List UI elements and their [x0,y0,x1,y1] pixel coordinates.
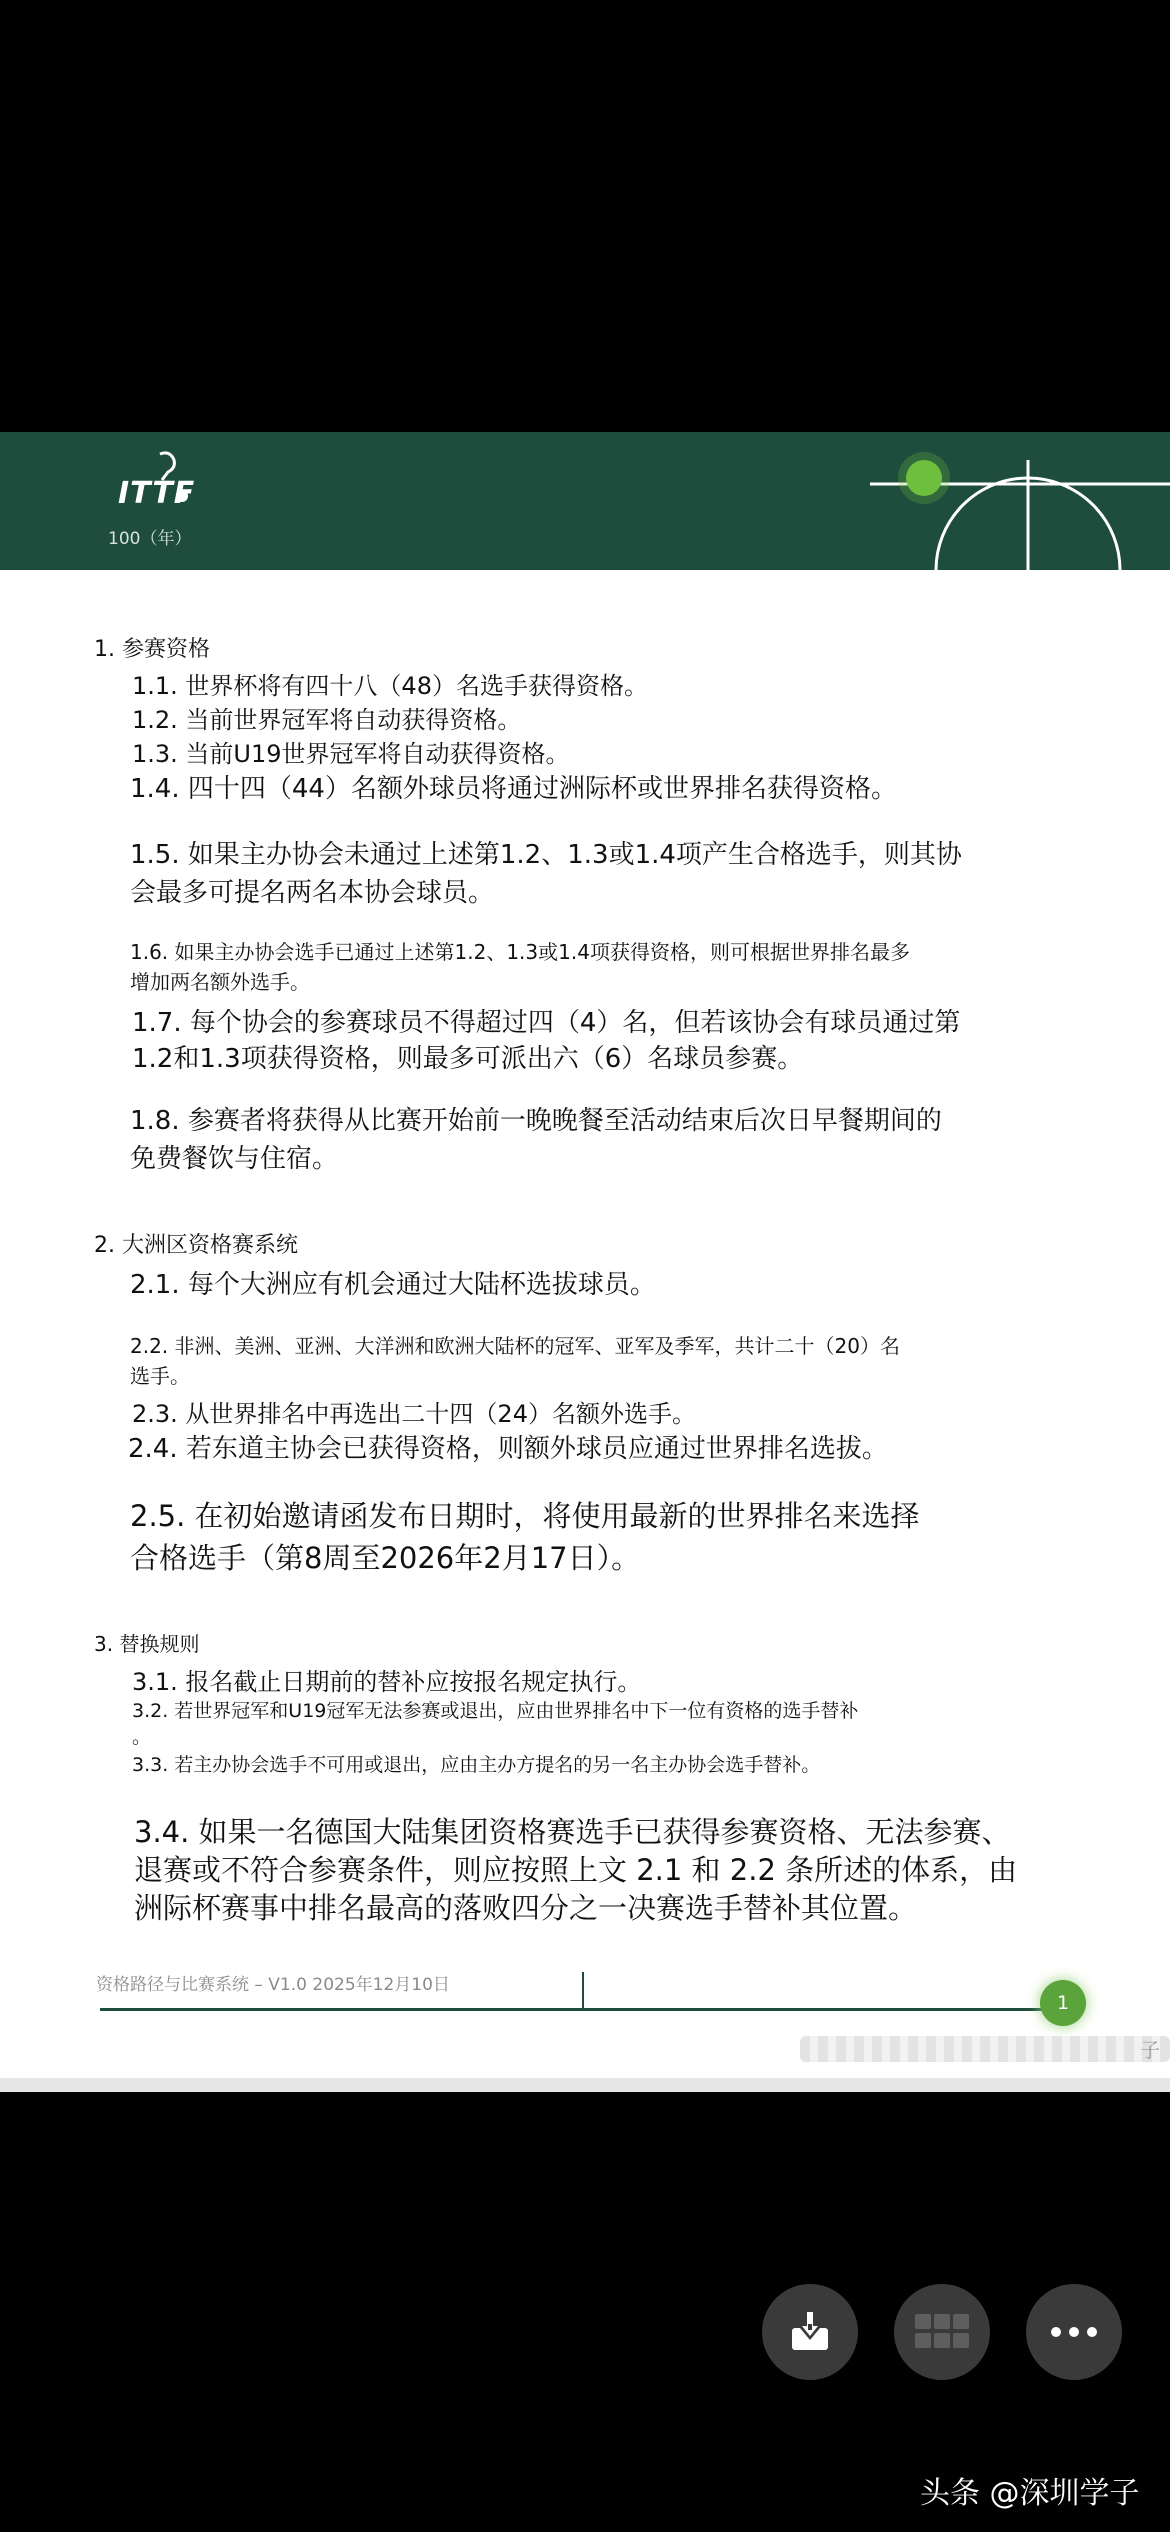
watermark-fragment: 子 [1140,2038,1160,2062]
page-bottom-edge [0,2078,1170,2092]
clause-3-2: 3.2. 若世界冠军和U19冠军无法参赛或退出，应由世界排名中下一位有资格的选手替补 [132,1700,859,1722]
clause-3-4-cont: 洲际杯赛事中排名最高的落败四分之一决赛选手替补其位置。 [134,1891,918,1925]
table-tennis-court-graphic [870,432,1170,570]
section-heading: 2. 大洲区资格赛系统 [94,1233,298,1258]
grid-view-button[interactable] [894,2284,990,2380]
document-body [0,570,1170,1925]
clause-1-5: 1.5. 如果主办协会未通过上述第1.2、1.3或1.4项产生合格选手，则其协 [130,840,962,870]
ittf-logo [100,446,210,556]
clause-2-2-cont: 选手。 [130,1364,190,1388]
clause-3-4-cont: 退赛或不符合参赛条件，则应按照上文 2.1 和 2.2 条所述的体系，由 [134,1853,1018,1887]
clause-2-1: 2.1. 每个大洲应有机会通过大陆杯选拔球员。 [130,1270,656,1300]
section-heading: 1. 参赛资格 [94,637,210,662]
clause-3-3: 3.3. 若主办协会选手不可用或退出，应由主办方提名的另一名主办协会选手替补。 [132,1754,821,1776]
clause-1-8: 1.8. 参赛者将获得从比赛开始前一晚晚餐至活动结束后次日早餐期间的 [130,1106,942,1136]
footer-rule [100,2008,1060,2011]
logo-text: ITTF [118,476,196,511]
more-icon [1050,2326,1098,2338]
footer-divider [582,1972,584,2008]
download-icon [788,2310,832,2354]
grid-icon [915,2314,969,2350]
clause-2-4: 2.4. 若东道主协会已获得资格，则额外球员应通过世界排名选拔。 [128,1434,888,1464]
clause-1-4: 1.4. 四十四（44）名额外球员将通过洲际杯或世界排名获得资格。 [130,774,897,804]
clause-1-7: 1.7. 每个协会的参赛球员不得超过四（4）名，但若该协会有球员通过第 [132,1008,961,1038]
clause-1-3: 1.3. 当前U19世界冠军将自动获得资格。 [132,740,570,768]
footer-version-text: 资格路径与比赛系统 – V1.0 2025年12月10日 [96,1975,450,1995]
clause-3-4: 3.4. 如果一名德国大陆集团资格赛选手已获得参赛资格、无法参赛、 [134,1815,1011,1849]
clause-1-1: 1.1. 世界杯将有四十八（48）名选手获得资格。 [132,672,648,700]
clause-2-5: 2.5. 在初始邀请函发布日期时，将使用最新的世界排名来选择 [130,1499,920,1533]
clause-1-5-cont: 会最多可提名两名本协会球员。 [130,878,495,908]
document-header [0,432,1170,570]
clause-2-5-cont: 合格选手（第8周至2026年2月17日）。 [130,1541,641,1575]
logo-subtitle: 100（年） [108,529,192,549]
clause-2-2: 2.2. 非洲、美洲、亚洲、大洋洲和欧洲大陆杯的冠军、亚军及季军，共计二十（20）名 [130,1334,900,1358]
more-options-button[interactable] [1026,2284,1122,2380]
clause-3-2-cont: 。 [132,1726,152,1748]
clause-1-2: 1.2. 当前世界冠军将自动获得资格。 [132,706,522,734]
document-page [0,432,1170,2092]
clause-1-7-cont: 1.2和1.3项获得资格，则最多可派出六（6）名球员参赛。 [132,1044,804,1074]
blurred-watermark [800,2036,1170,2062]
download-button[interactable] [762,2284,858,2380]
page-number-badge: 1 [1040,1980,1086,2026]
source-watermark: 头条 @深圳学子 [920,2476,1140,2511]
clause-1-8-cont: 免费餐饮与住宿。 [130,1144,339,1174]
clause-2-3: 2.3. 从世界排名中再选出二十四（24）名额外选手。 [132,1400,696,1428]
section-heading: 3. 替换规则 [94,1632,200,1656]
clause-1-6: 1.6. 如果主办协会选手已通过上述第1.2、1.3或1.4项获得资格，则可根据世界排名最多 [130,940,910,964]
clause-3-1: 3.1. 报名截止日期前的替补应按报名规定执行。 [132,1668,642,1696]
document-footer [0,1970,1170,2092]
clause-1-6-cont: 增加两名额外选手。 [130,970,310,994]
